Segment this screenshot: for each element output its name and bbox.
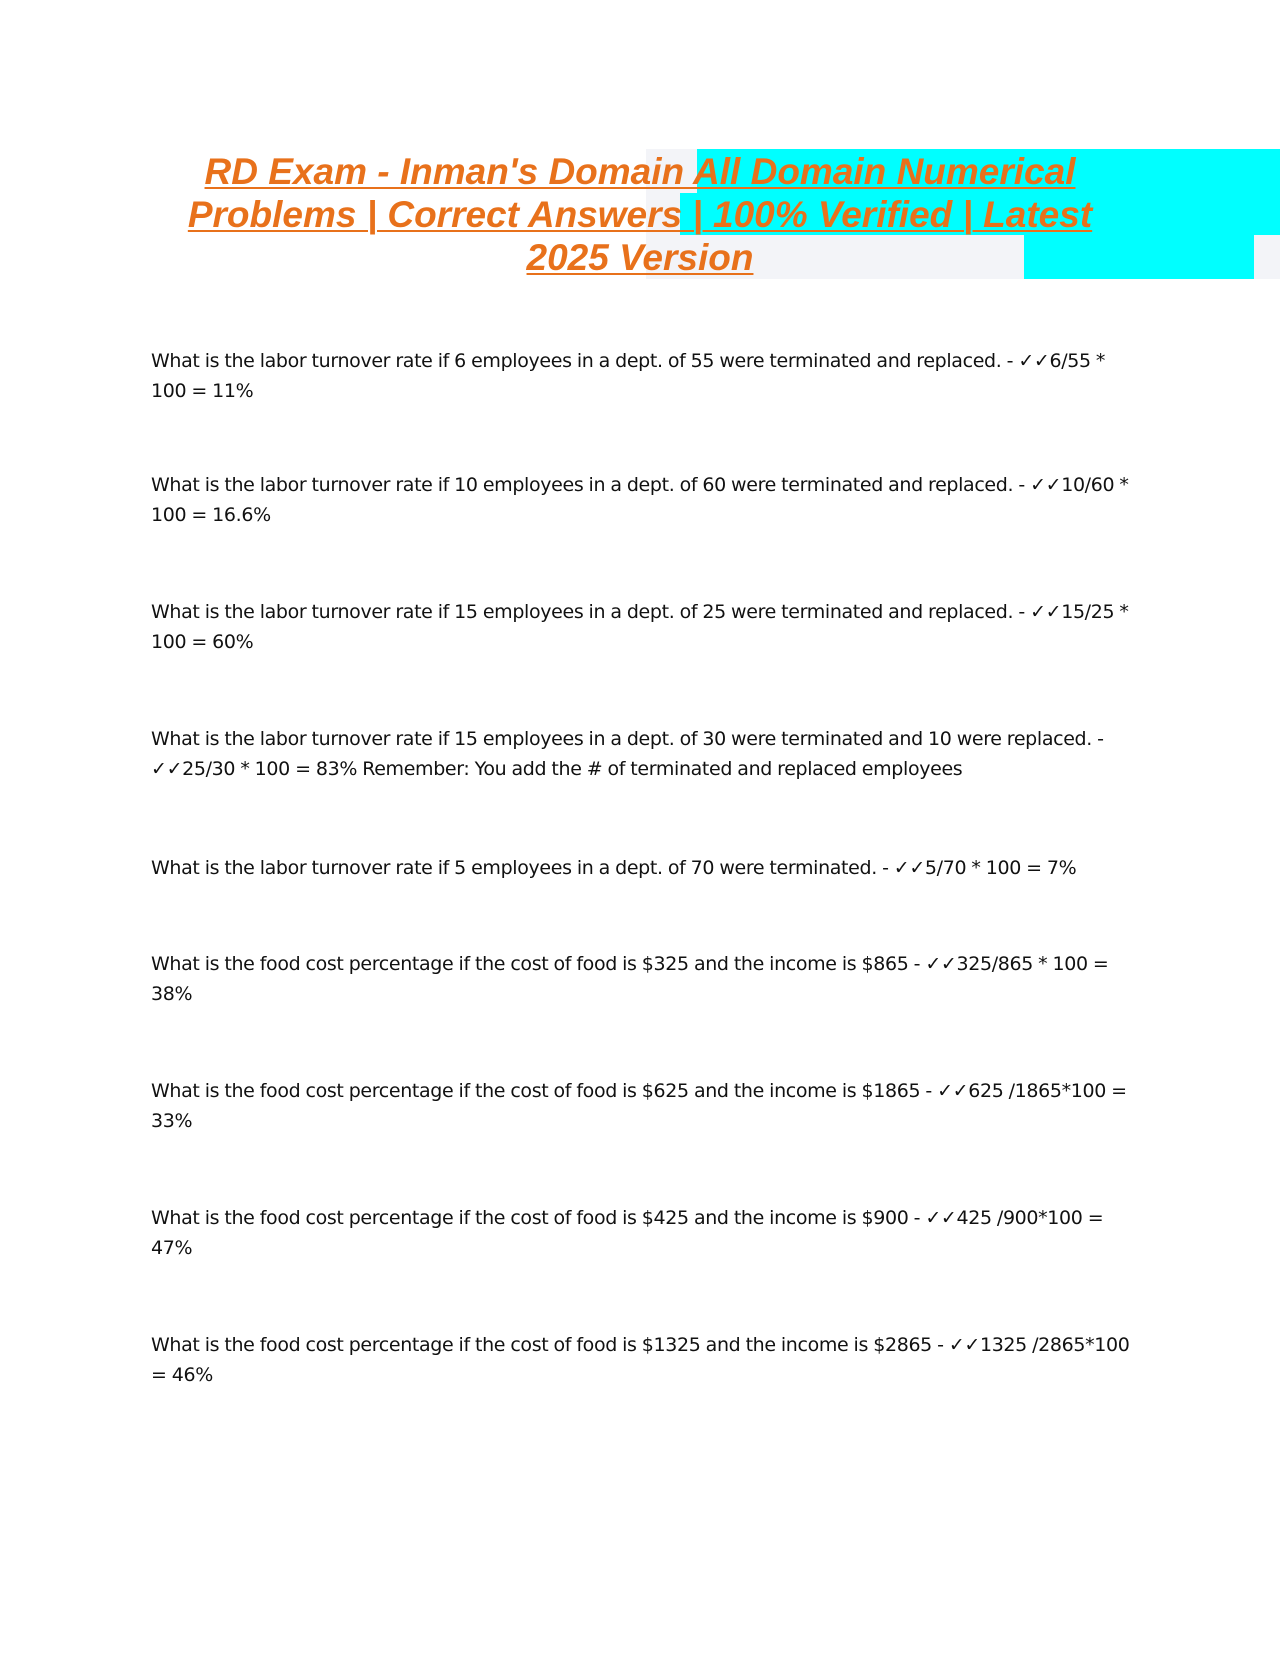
answer-text: ✓✓425 /900*100 = 47% <box>151 1207 1104 1259</box>
question-text: What is the food cost percentage if the cost of food is $325 and the income is $865 - <box>151 953 926 975</box>
qa-item <box>151 1076 1141 1136</box>
qa-item <box>151 1203 1141 1263</box>
qa-item <box>151 346 1141 406</box>
qa-item <box>151 1330 1141 1390</box>
answer-text: ✓✓10/60 * 100 = 16.6% <box>151 474 1129 526</box>
question-text: What is the labor turnover rate if 15 employees in a dept. of 25 were terminated and replaced. - <box>151 601 1031 623</box>
qa-item <box>151 724 1141 784</box>
answer-text: ✓✓1325 /2865*100 = 46% <box>151 1334 1130 1386</box>
question-text: What is the food cost percentage if the cost of food is $1325 and the income is $2865 - <box>151 1334 949 1356</box>
question-text: What is the labor turnover rate if 10 employees in a dept. of 60 were terminated and replaced. - <box>151 474 1031 496</box>
qa-item <box>151 853 1141 883</box>
question-text: What is the food cost percentage if the cost of food is $625 and the income is $1865 - <box>151 1080 938 1102</box>
answer-text: ✓✓625 /1865*100 = 33% <box>151 1080 1127 1132</box>
qa-item <box>151 470 1141 530</box>
qa-item <box>151 949 1141 1009</box>
document-title: RD Exam - Inman's Domain All Domain Numerical Problems | Correct Answers | 100% Verified | Latest 2025 Version <box>187 151 1093 278</box>
question-text: What is the labor turnover rate if 15 employees in a dept. of 30 were terminated and 10 were replaced. - <box>151 728 1104 750</box>
answer-text: ✓✓5/70 * 100 = 7% <box>893 857 1077 879</box>
answer-text: ✓✓325/865 * 100 = 38% <box>151 953 1109 1005</box>
qa-item <box>151 597 1141 657</box>
question-text: What is the food cost percentage if the cost of food is $425 and the income is $900 - <box>151 1207 926 1229</box>
answer-text: ✓✓25/30 * 100 = 83% Remember: You add the # of terminated and replaced employees <box>151 758 963 780</box>
question-text: What is the labor turnover rate if 6 employees in a dept. of 55 were terminated and replaced. - <box>151 350 1019 372</box>
answer-text: ✓✓6/55 * 100 = 11% <box>151 350 1106 402</box>
question-text: What is the labor turnover rate if 5 employees in a dept. of 70 were terminated. - <box>151 857 894 879</box>
answer-text: ✓✓15/25 * 100 = 60% <box>151 601 1129 653</box>
